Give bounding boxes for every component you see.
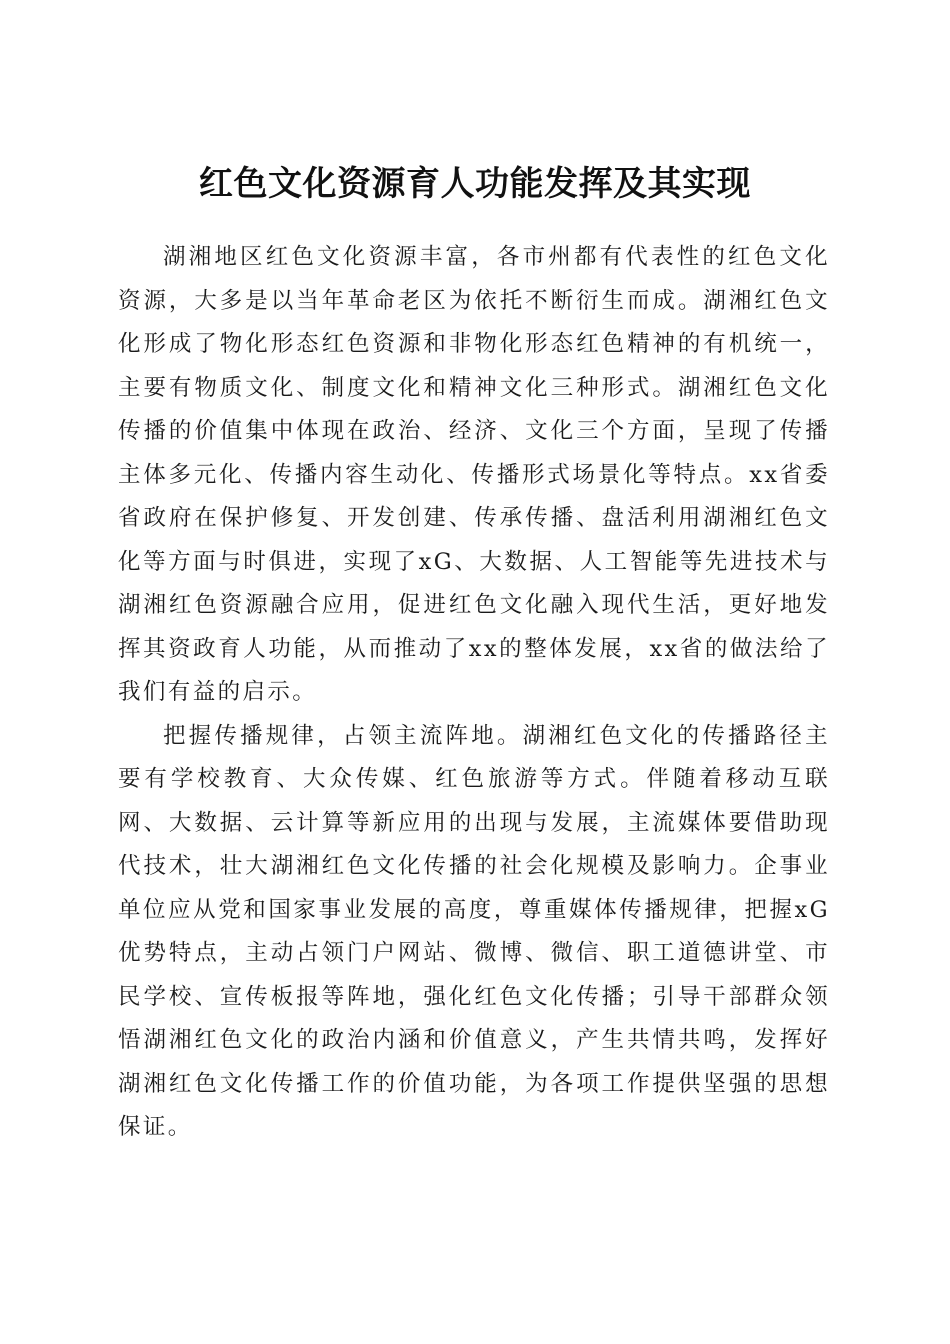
paragraph-2: 把握传播规律，占领主流阵地。湖湘红色文化的传播路径主要有学校教育、大众传媒、红色旅游等方式。伴随着移动互联网、大数据、云计算等新应用的出现与发展，主流媒体要借助现代技术，壮大湖湘红色文化传播的社会化规模及影响力。企事业单位应从党和国家事业发展的高度，尊重媒体传播规律，把握xG优势特点，主动占领门户网站、微博、微信、职工道德讲堂、市民学校、宣传板报等阵地，强化红色文化传播；引导干部群众领悟湖湘红色文化的政治内涵和价值意义，产生共情共鸣，发挥好湖湘红色文化传播工作的价值功能，为各项工作提供坚强的思想保证。 [118, 722, 830, 1140]
document-title: 红色文化资源育人功能发挥及其实现 [199, 163, 751, 204]
paragraph-1: 湖湘地区红色文化资源丰富，各市州都有代表性的红色文化资源，大多是以当年革命老区为依托不断衍生而成。湖湘红色文化形成了物化形态红色资源和非物化形态红色精神的有机统一，主要有物质文化、制度文化和精神文化三种形式。湖湘红色文化传播的价值集中体现在政治、经济、文化三个方面，呈现了传播主体多元化、传播内容生动化、传播形式场景化等特点。xx省委省政府在保护修复、开发创建、传承传播、盘活利用湖湘红色文化等方面与时俱进，实现了xG、大数据、人工智能等先进技术与湖湘红色资源融合应用，促进红色文化融入现代生活，更好地发挥其资政育人功能，从而推动了xx的整体发展，xx省的做法给了我们有益的启示。 [118, 244, 830, 705]
document-body [118, 236, 830, 1150]
